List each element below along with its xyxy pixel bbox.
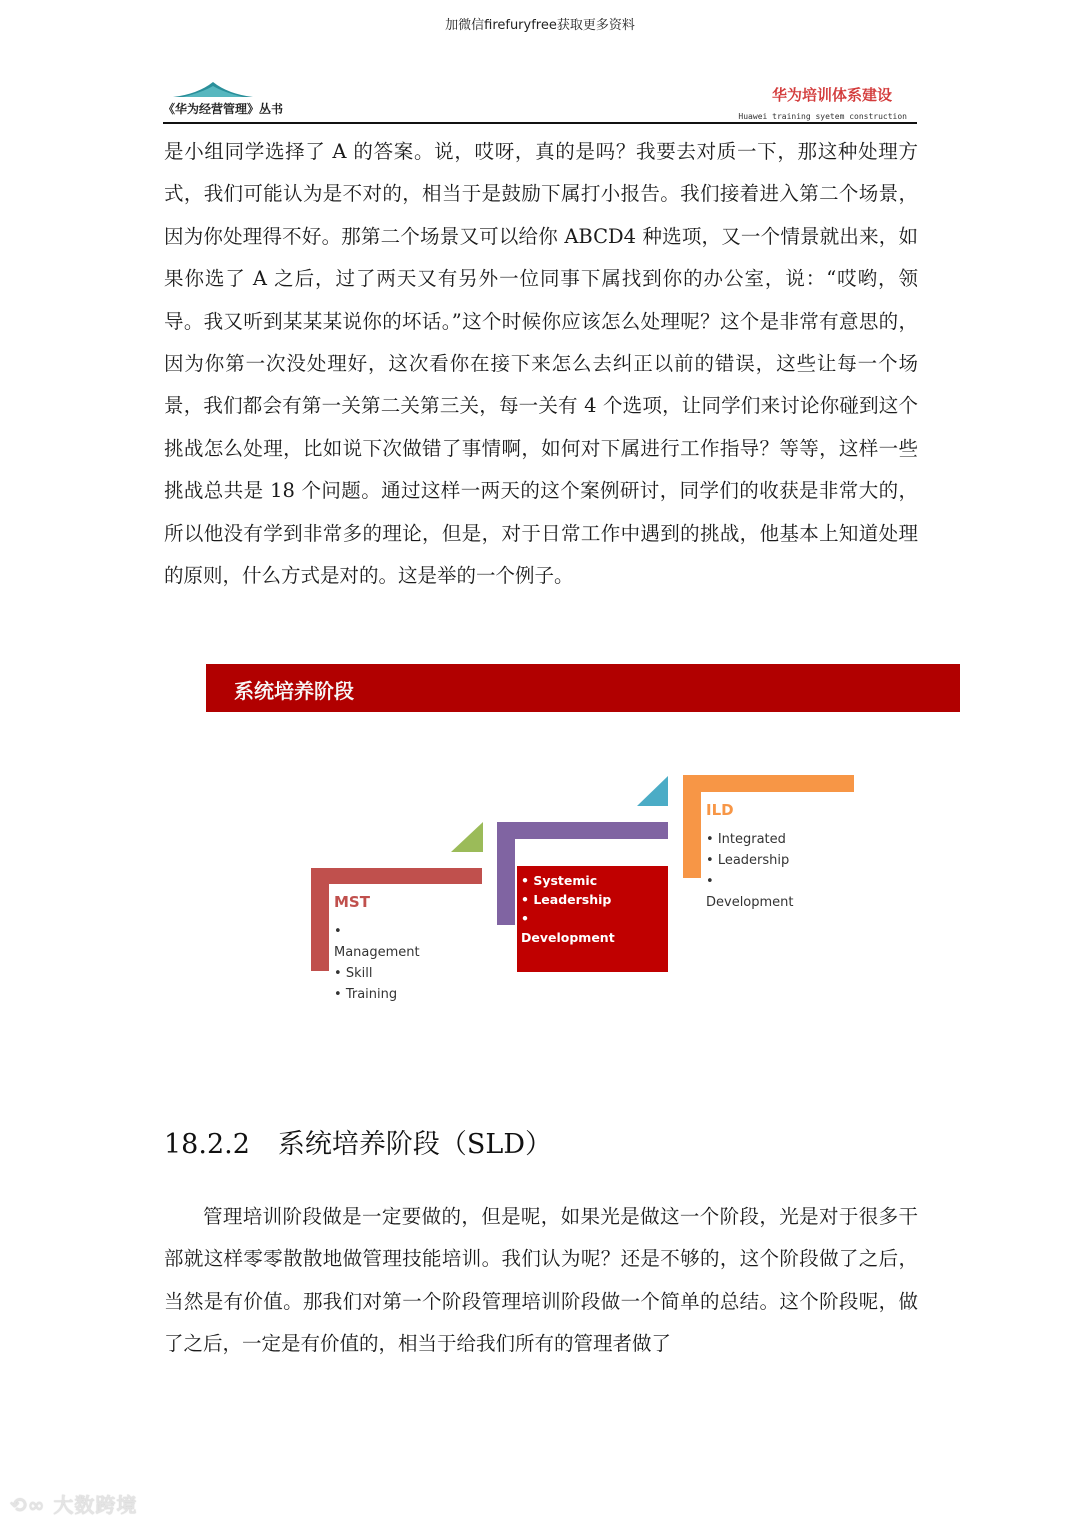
section-title: 系统培养阶段（SLD） — [277, 1129, 552, 1160]
corner-watermark — [10, 1489, 137, 1518]
blue-triangle-icon — [637, 776, 668, 806]
ild-item: • Integrated — [706, 829, 794, 850]
brand-title: 华为培训体系建设 — [771, 86, 892, 104]
watermark-logo-icon: ⟲∞ — [10, 1493, 54, 1517]
sld-items — [521, 871, 615, 947]
paragraph-text: 是小组同学选择了 A 的答案。说，哎呀，真的是吗？我要去对质一下，那这种处理方式，我们可能认为是不对的，相当于是鼓励下属打小报告。我们接着进入第二个场景，因为你处理得不好。那第二个场景又可以给你 ABCD4 种选项，又一个情景就出来，如果你选了 A 之后，过了两天又有另外一位同事下属找到你的办公室，说：“哎哟，领导。我又听到某某某说你的坏话。”这个时候你应该怎么处理呢？这个是非常有意思的，因为你第一次没处理好，这次看你在接下来怎么去纠正以前的错误，这些让每一个场景，我们都会有第一关第二关第三关，每一关有 4 个选项，让同学们来讨论你碰到这个挑战怎么处理，比如说下次做错了事情啊，如何对下属进行工作指导？等等，这样一些挑战总共是 18 个问题。通过这样一两天的这个案例研讨，同学们的收获是非常大的，所以他没有学到非常多的理论，但是，对于日常工作中遇到的挑战，他基本上知道处理的原则，什么方式是对的。这是举的一个例子。 — [164, 140, 918, 588]
ild-title: ILD — [706, 801, 734, 819]
body-paragraph-1 — [164, 131, 918, 597]
page-header — [163, 76, 917, 124]
section-heading — [164, 1122, 552, 1161]
mst-item: • Management — [334, 921, 420, 963]
ild-item: • Leadership — [706, 850, 794, 871]
top-watermark: 加微信firefuryfree获取更多资料 — [445, 18, 635, 33]
banner-title: 系统培养阶段 — [234, 679, 354, 703]
sld-frame-left — [497, 822, 515, 925]
body-paragraph-2 — [164, 1196, 918, 1366]
mst-frame-top — [311, 868, 482, 884]
ild-items — [706, 829, 794, 913]
mst-frame-left — [311, 868, 329, 971]
green-triangle-icon — [451, 822, 483, 852]
watermark-text: 大数跨境 — [53, 1493, 138, 1517]
series-name: 《华为经营管理》丛书 — [163, 102, 284, 116]
sld-item: • Development — [521, 909, 615, 947]
brand-subtitle: Huawei training syetem construction — [738, 112, 907, 121]
ild-frame-top — [683, 775, 854, 792]
figure-banner — [206, 664, 960, 712]
mst-title: MST — [334, 893, 370, 911]
sld-item: • Systemic — [521, 871, 615, 890]
mst-item: • Skill — [334, 963, 420, 984]
paragraph-text: 管理培训阶段做是一定要做的，但是呢，如果光是做这一个阶段，光是对于很多干部就这样零零散散地做管理技能培训。我们认为呢？还是不够的，这个阶段做了之后，当然是有价值。那我们对第一个阶段管理培训阶段做一个简单的总结。这个阶段呢，做了之后，一定是有价值的，相当于给我们所有的管理者做了 — [164, 1205, 918, 1356]
ild-item: • Development — [706, 871, 794, 913]
sld-frame-top — [497, 822, 668, 839]
sld-item: • Leadership — [521, 890, 615, 909]
ild-frame-left — [683, 775, 701, 878]
mst-item: • Training — [334, 984, 420, 1005]
section-number: 18.2.2 — [164, 1129, 250, 1160]
mst-items — [334, 921, 420, 1005]
mountain-logo-icon — [173, 80, 253, 98]
